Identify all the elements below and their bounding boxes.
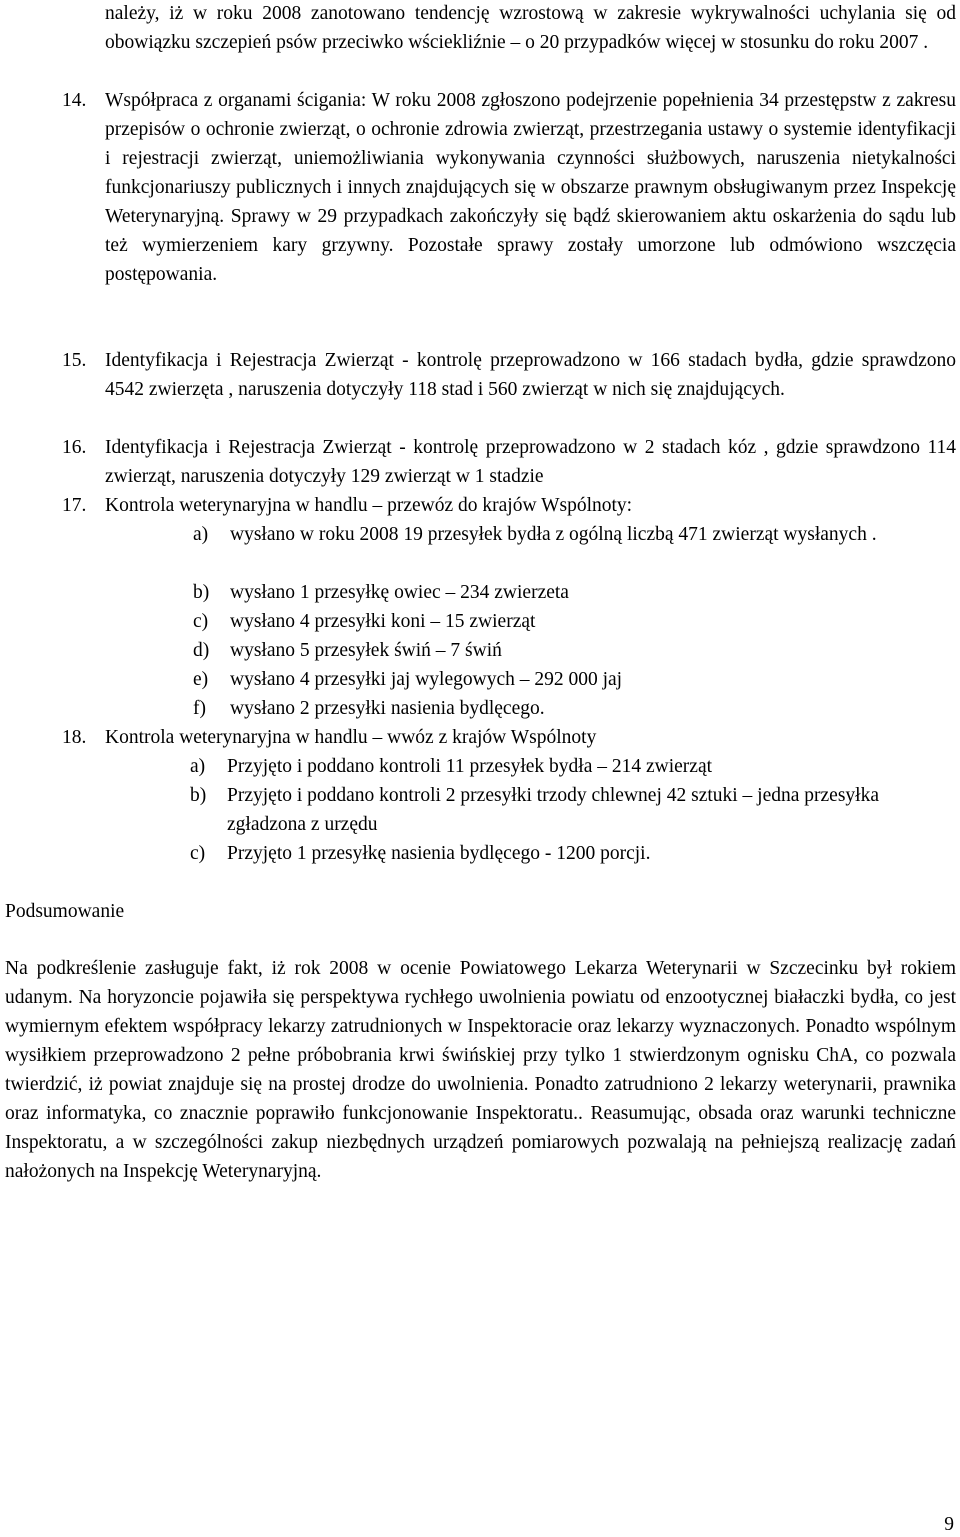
list-label: c) — [190, 843, 206, 864]
list-17-item-f — [193, 694, 956, 723]
list-text: wysłano 1 przesyłkę owiec – 234 zwierzeta — [230, 582, 569, 603]
summary-paragraph: Na podkreślenie zasługuje fakt, iż rok 2008 w ocenie Powiatowego Lekarza Weterynarii w Szczecinku był rokiem udanym. Na horyzoncie pojawiła się perspektywa rychłego uwolnienia powiatu od enzootycznej białaczki bydła, co jest wymiernym efektem współpracy lekarzy zatrudnionych w Inspektoracie oraz lekarzy wyznaczonych. Ponadto wspólnym wysiłkiem przeprowadzono 2 pełne próbobrania krwi świńskiej przy tylko 1 stwierdzonym ognisku ChA, co pozwala twierdzić, iż powiat znajduje się na prostej drodze do uwolnienia. Ponadto zatrudniono 2 lekarzy weterynarii, prawnika oraz informatyka, co znacznie poprawiło funkcjonowanie Inspektoratu.. Reasumując, obsada oraz warunki techniczne Inspektoratu, a w szczególności zakup niezbędnych urządzeń pomiarowych pozwalają na pełniejszą realizację zadań nałożonych na Inspekcję Weterynaryjną. — [5, 958, 956, 1182]
list-label: b) — [193, 582, 210, 603]
list-text: wysłano 4 przesyłki jaj wylegowych – 292 000 jaj — [230, 669, 623, 690]
list-text: wysłano 5 przesyłek świń – 7 świń — [230, 640, 502, 661]
point-number: 17. — [62, 495, 87, 516]
point-15 — [62, 346, 956, 404]
point-text: Współpraca z organami ścigania: W roku 2008 zgłoszono podejrzenie popełnienia 34 przestępstw z zakresu przepisów o ochronie zwierząt, o ochronie zdrowia zwierząt, przestrzegania ustawy o systemie identyfikacji i rejestracji zwierząt, uniemożliwiania wykonywania czynności służbowych, naruszenia nietykalności funkcjonariuszy publicznych i innych znajdujących się w obszarze prawnym obsługiwanym przez Inspekcję Weterynaryjną. Sprawy w 29 przypadkach zakończyły się bądź skierowaniem aktu oskarżenia do sądu lub też wymierzeniem kary grzywny. Pozostałe sprawy zostały umorzone lub odmówiono wszczęcia postępowania. — [105, 90, 956, 285]
point-text: Kontrola weterynaryjna w handlu – przewóz do krajów Wspólnoty: — [105, 495, 633, 516]
page-number: 9 — [944, 1514, 954, 1535]
list-18-item-c — [190, 839, 956, 868]
point-number: 14. — [62, 90, 87, 111]
point-text: Kontrola weterynaryjna w handlu – wwóz z krajów Wspólnoty — [105, 727, 597, 748]
list-17-item-a — [193, 520, 956, 549]
list-text: wysłano 2 przesyłki nasienia bydlęcego. — [230, 698, 545, 719]
point-number: 18. — [62, 727, 87, 748]
continuation-paragraph: należy, iż w roku 2008 zanotowano tendencję wzrostową w zakresie wykrywalności uchylania się od obowiązku szczepień psów przeciwko wściekliźnie – o 20 przypadków więcej w stosunku do roku 2007 . — [105, 3, 956, 53]
list-label: b) — [190, 785, 207, 806]
list-label: a) — [193, 524, 209, 545]
point-14 — [62, 86, 956, 289]
list-label: a) — [190, 756, 206, 777]
list-18-item-b — [190, 781, 920, 839]
point-17 — [62, 491, 956, 520]
list-label: f) — [193, 698, 206, 719]
point-number: 15. — [62, 350, 87, 371]
list-label: e) — [193, 669, 209, 690]
list-label: c) — [193, 611, 209, 632]
list-17-item-d — [193, 636, 956, 665]
list-18-item-a — [190, 752, 956, 781]
list-text: wysłano 4 przesyłki koni – 15 zwierząt — [230, 611, 536, 632]
list-label: d) — [193, 640, 210, 661]
summary-heading: Podsumowanie — [5, 901, 125, 922]
list-17-item-c — [193, 607, 956, 636]
point-number: 16. — [62, 437, 87, 458]
list-text: Przyjęto i poddano kontroli 2 przesyłki trzody chlewnej 42 sztuki – jedna przesyłka zgładzona z urzędu — [227, 785, 880, 835]
point-18 — [62, 723, 956, 752]
list-text: wysłano w roku 2008 19 przesyłek bydła z ogólną liczbą 471 zwierząt wysłanych . — [230, 524, 877, 545]
point-text: Identyfikacja i Rejestracja Zwierząt - kontrolę przeprowadzono w 2 stadach kóz , gdzie sprawdzono 114 zwierząt, naruszenia dotyczyły 129 zwierząt w 1 stadzie — [105, 437, 956, 487]
point-text: Identyfikacja i Rejestracja Zwierząt - kontrolę przeprowadzono w 166 stadach bydła, gdzie sprawdzono 4542 zwierzęta , naruszenia dotyczyły 118 stad i 560 zwierząt w nich się znajdujących. — [105, 350, 956, 400]
list-17-item-b — [193, 578, 956, 607]
list-text: Przyjęto 1 przesyłkę nasienia bydlęcego - 1200 porcji. — [227, 843, 651, 864]
list-text: Przyjęto i poddano kontroli 11 przesyłek bydła – 214 zwierząt — [227, 756, 713, 777]
point-16 — [62, 433, 956, 491]
list-17-item-e — [193, 665, 956, 694]
